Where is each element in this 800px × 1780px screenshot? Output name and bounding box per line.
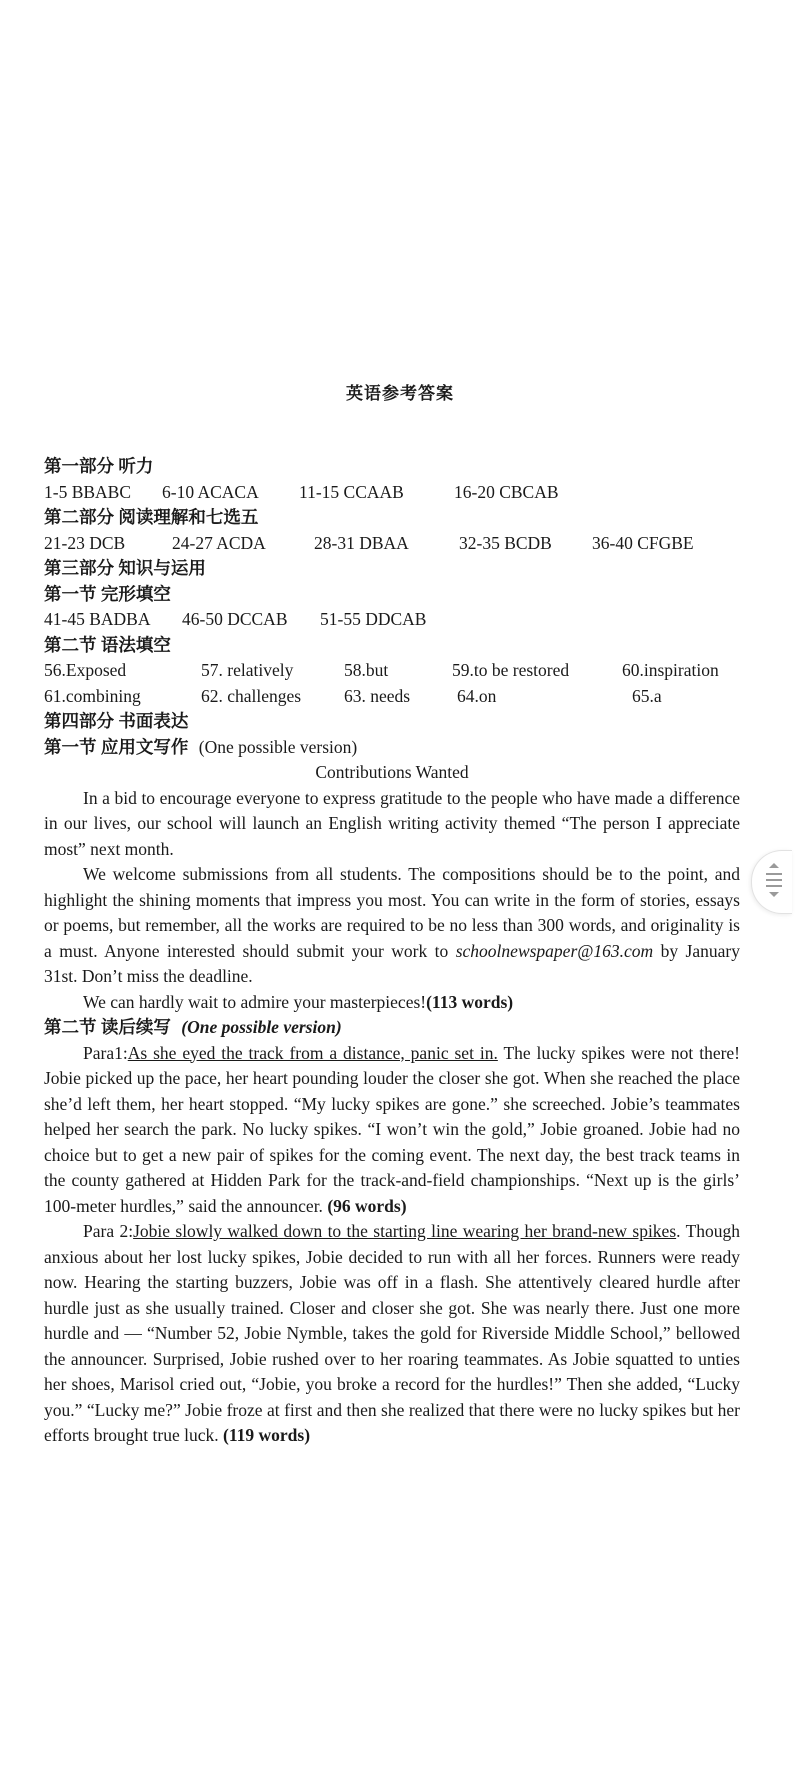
grammar-answers-row2 [44,684,740,710]
para-label: Para 2: [83,1221,134,1241]
answer-group: 21-23 DCB [44,532,126,553]
grammar-answer: 65.a [632,685,662,706]
essay-text: We welcome submissions from all students. The compositions should be to the point, and highlight the shining moments that impress you most. You can write in the form of stories, essays or poems, but remember, all the works are required to be no less than 300 words, and originality is a must. Anyone interested should submit your work to [44,864,740,961]
continuation-para2 [44,1219,740,1449]
given-opening-sentence: As she eyed the track from a distance, panic set in. [127,1042,498,1063]
answer-group: 51-55 DDCAB [320,609,427,629]
para-text: . Though anxious about her lost lucky spikes, Jobie decided to run with all her forces. Runners were ready now. Hearing the starting buzzers, Jobie was off in a flash. She attentively cleared hurdle after hurdle just as she usually trained. Closer and closer she got. She was nearly there. Just one more hurdle and — “Number 52, Jobie Nymble, takes the gold for Riverside Middle School,” bellowed the announcer. Surprised, Jobie rushed over to her roaring teammates. As Jobie squatted to unties her shoes, Marisol cried out, “Jobie, you broke a record for the hurdles!” Then she added, “Lucky you.” “Lucky me?” Jobie froze at first and then she realized that there were no lucky spikes but her efforts brought true luck. [44,1221,741,1445]
answer-group: 6-10 ACACA [162,481,259,502]
part1-answers [44,480,740,506]
part4-section2-heading-line [44,1015,740,1041]
grammar-answer: 60.inspiration [622,660,719,680]
email-address: schoolnewspaper@163.com [455,940,654,961]
answer-group: 28-31 DBAA [314,532,409,553]
grip-line [766,885,782,887]
essay-paragraph [44,862,740,990]
part3-section1-heading: 第一节 完形填空 [44,583,171,604]
version-note: (One possible version) [198,736,358,757]
scroll-handle-icon[interactable] [751,850,792,914]
answer-group: 41-45 BADBA [44,609,151,629]
essay-text: We can hardly wait to admire your masterpieces! [83,991,427,1012]
version-note: (One possible version) [181,1017,342,1037]
answer-document [44,454,740,1449]
answer-group: 16-20 CBCAB [454,481,559,502]
grammar-answers-row1 [44,658,740,684]
grammar-answer: 63. needs [344,685,411,706]
essay-paragraph: In a bid to encourage everyone to express gratitude to the people who have made a difference in our lives, our school will launch an English writing activity themed “The person I appreciate most” next month. [44,787,740,859]
grammar-answer: 61.combining [44,685,141,706]
arrow-up-icon [769,863,779,868]
answer-group: 32-35 BCDB [459,532,552,553]
essay-text: by January 31st. Don’t miss the deadline. [44,940,740,986]
cloze-answers [44,607,740,633]
part1-heading: 第一部分 听力 [44,456,154,476]
answer-group: 1-5 BBABC [44,481,132,502]
grip-line [766,873,782,875]
part4-heading: 第四部分 书面表达 [44,711,189,731]
answer-group: 11-15 CCAAB [299,481,404,502]
page-title: 英语参考答案 [346,384,454,403]
part4-section2-heading: 第二节 读后续写 [44,1017,171,1037]
essay-paragraph [44,990,740,1016]
part2-answers [44,531,740,557]
essay-title: Contributions Wanted [315,762,469,782]
para-label: Para1: [83,1042,128,1063]
grammar-answer: 64.on [457,685,497,706]
answer-group: 46-50 DCCAB [182,609,288,629]
part2-heading: 第二部分 阅读理解和七选五 [44,507,259,527]
grammar-answer: 58.but [344,660,389,680]
word-count: (96 words) [327,1195,407,1216]
arrow-down-icon [769,892,779,897]
para-text: The lucky spikes were not there! Jobie picked up the pace, her heart pounding louder the closer she got. When she reached the place she’d left them, her heart stopped. “My lucky spikes are gone.” she screeched. Jobie’s teammates helped her search the park. No lucky spikes. “I won’t win the gold,” Jobie groaned. Jobie had no choice but to get a new pair of spikes for the coming event. The next day, the best track teams in the county gathered at Hidden Park for the track-and-field championships. “Next up is the girls’ 100-meter hurdles,” said the announcer. [44,1042,741,1216]
grammar-answer: 59.to be restored [452,660,570,680]
part3-section2-heading: 第二节 语法填空 [44,634,171,655]
grip-line [766,879,782,881]
grammar-answer: 62. challenges [201,685,302,706]
continuation-para1 [44,1041,740,1220]
grammar-answer: 57. relatively [201,660,294,680]
word-count: (119 words) [223,1425,311,1445]
word-count: (113 words) [426,991,514,1012]
given-opening-sentence: Jobie slowly walked down to the starting line wearing her brand-new spikes [133,1221,677,1241]
answer-group: 24-27 ACDA [172,532,266,553]
part3-heading: 第三部分 知识与运用 [44,558,206,578]
grammar-answer: 56.Exposed [44,660,127,680]
answer-group: 36-40 CFGBE [592,532,694,553]
part4-section1-heading-line [44,735,740,761]
part4-section1-heading: 第一节 应用文写作 [44,736,189,757]
